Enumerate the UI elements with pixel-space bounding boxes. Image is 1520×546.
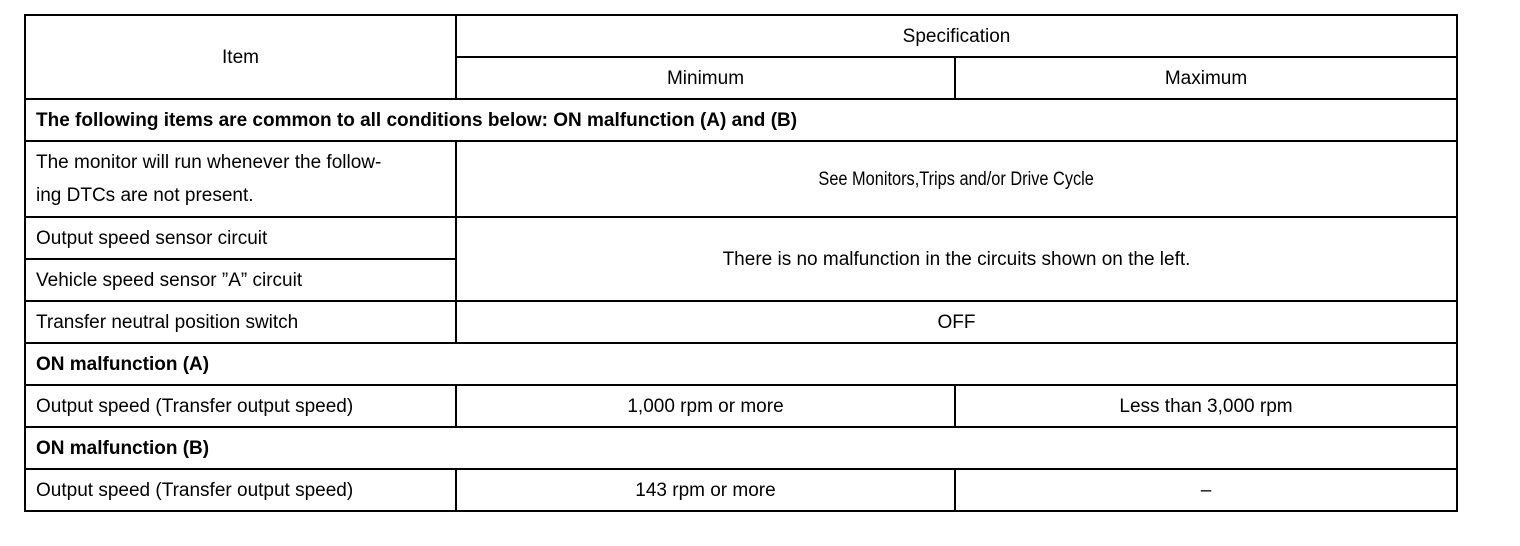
section-b-title: ON malfunction (B) [25, 427, 1457, 469]
specification-table [24, 14, 1458, 512]
monitor-spec-cell [456, 141, 1457, 217]
transfer-item: Transfer neutral position switch [25, 301, 456, 343]
circuit-spec: There is no malfunction in the circuits shown on the left. [456, 217, 1457, 301]
section-b-maximum: – [955, 469, 1457, 511]
section-b-minimum: 143 rpm or more [456, 469, 955, 511]
section-b-data-row [25, 469, 1457, 511]
monitor-item-line1: The monitor will run whenever the follow- [36, 152, 382, 173]
section-a-maximum: Less than 3,000 rpm [955, 385, 1457, 427]
circuit-item-1: Output speed sensor circuit [25, 217, 456, 259]
monitor-row [25, 141, 1457, 217]
section-a-data-row [25, 385, 1457, 427]
header-maximum: Maximum [955, 57, 1457, 99]
common-section-row [25, 99, 1457, 141]
header-row-top [25, 15, 1457, 57]
transfer-spec: OFF [456, 301, 1457, 343]
section-b-row [25, 427, 1457, 469]
monitor-spec: See Monitors,Trips and/or Drive Cycle [818, 168, 1095, 190]
monitor-item-line2: ing DTCs are not present. [36, 185, 254, 206]
transfer-row [25, 301, 1457, 343]
header-specification: Specification [456, 15, 1457, 57]
section-b-item: Output speed (Transfer output speed) [25, 469, 456, 511]
circuit-item-2: Vehicle speed sensor ”A” circuit [25, 259, 456, 301]
section-a-item: Output speed (Transfer output speed) [25, 385, 456, 427]
section-a-minimum: 1,000 rpm or more [456, 385, 955, 427]
header-item: Item [25, 15, 456, 99]
monitor-item [25, 141, 456, 217]
header-minimum: Minimum [456, 57, 955, 99]
circuit-row-1 [25, 217, 1457, 259]
section-a-row [25, 343, 1457, 385]
section-a-title: ON malfunction (A) [25, 343, 1457, 385]
common-section-title: The following items are common to all conditions below: ON malfunction (A) and (B) [25, 99, 1457, 141]
